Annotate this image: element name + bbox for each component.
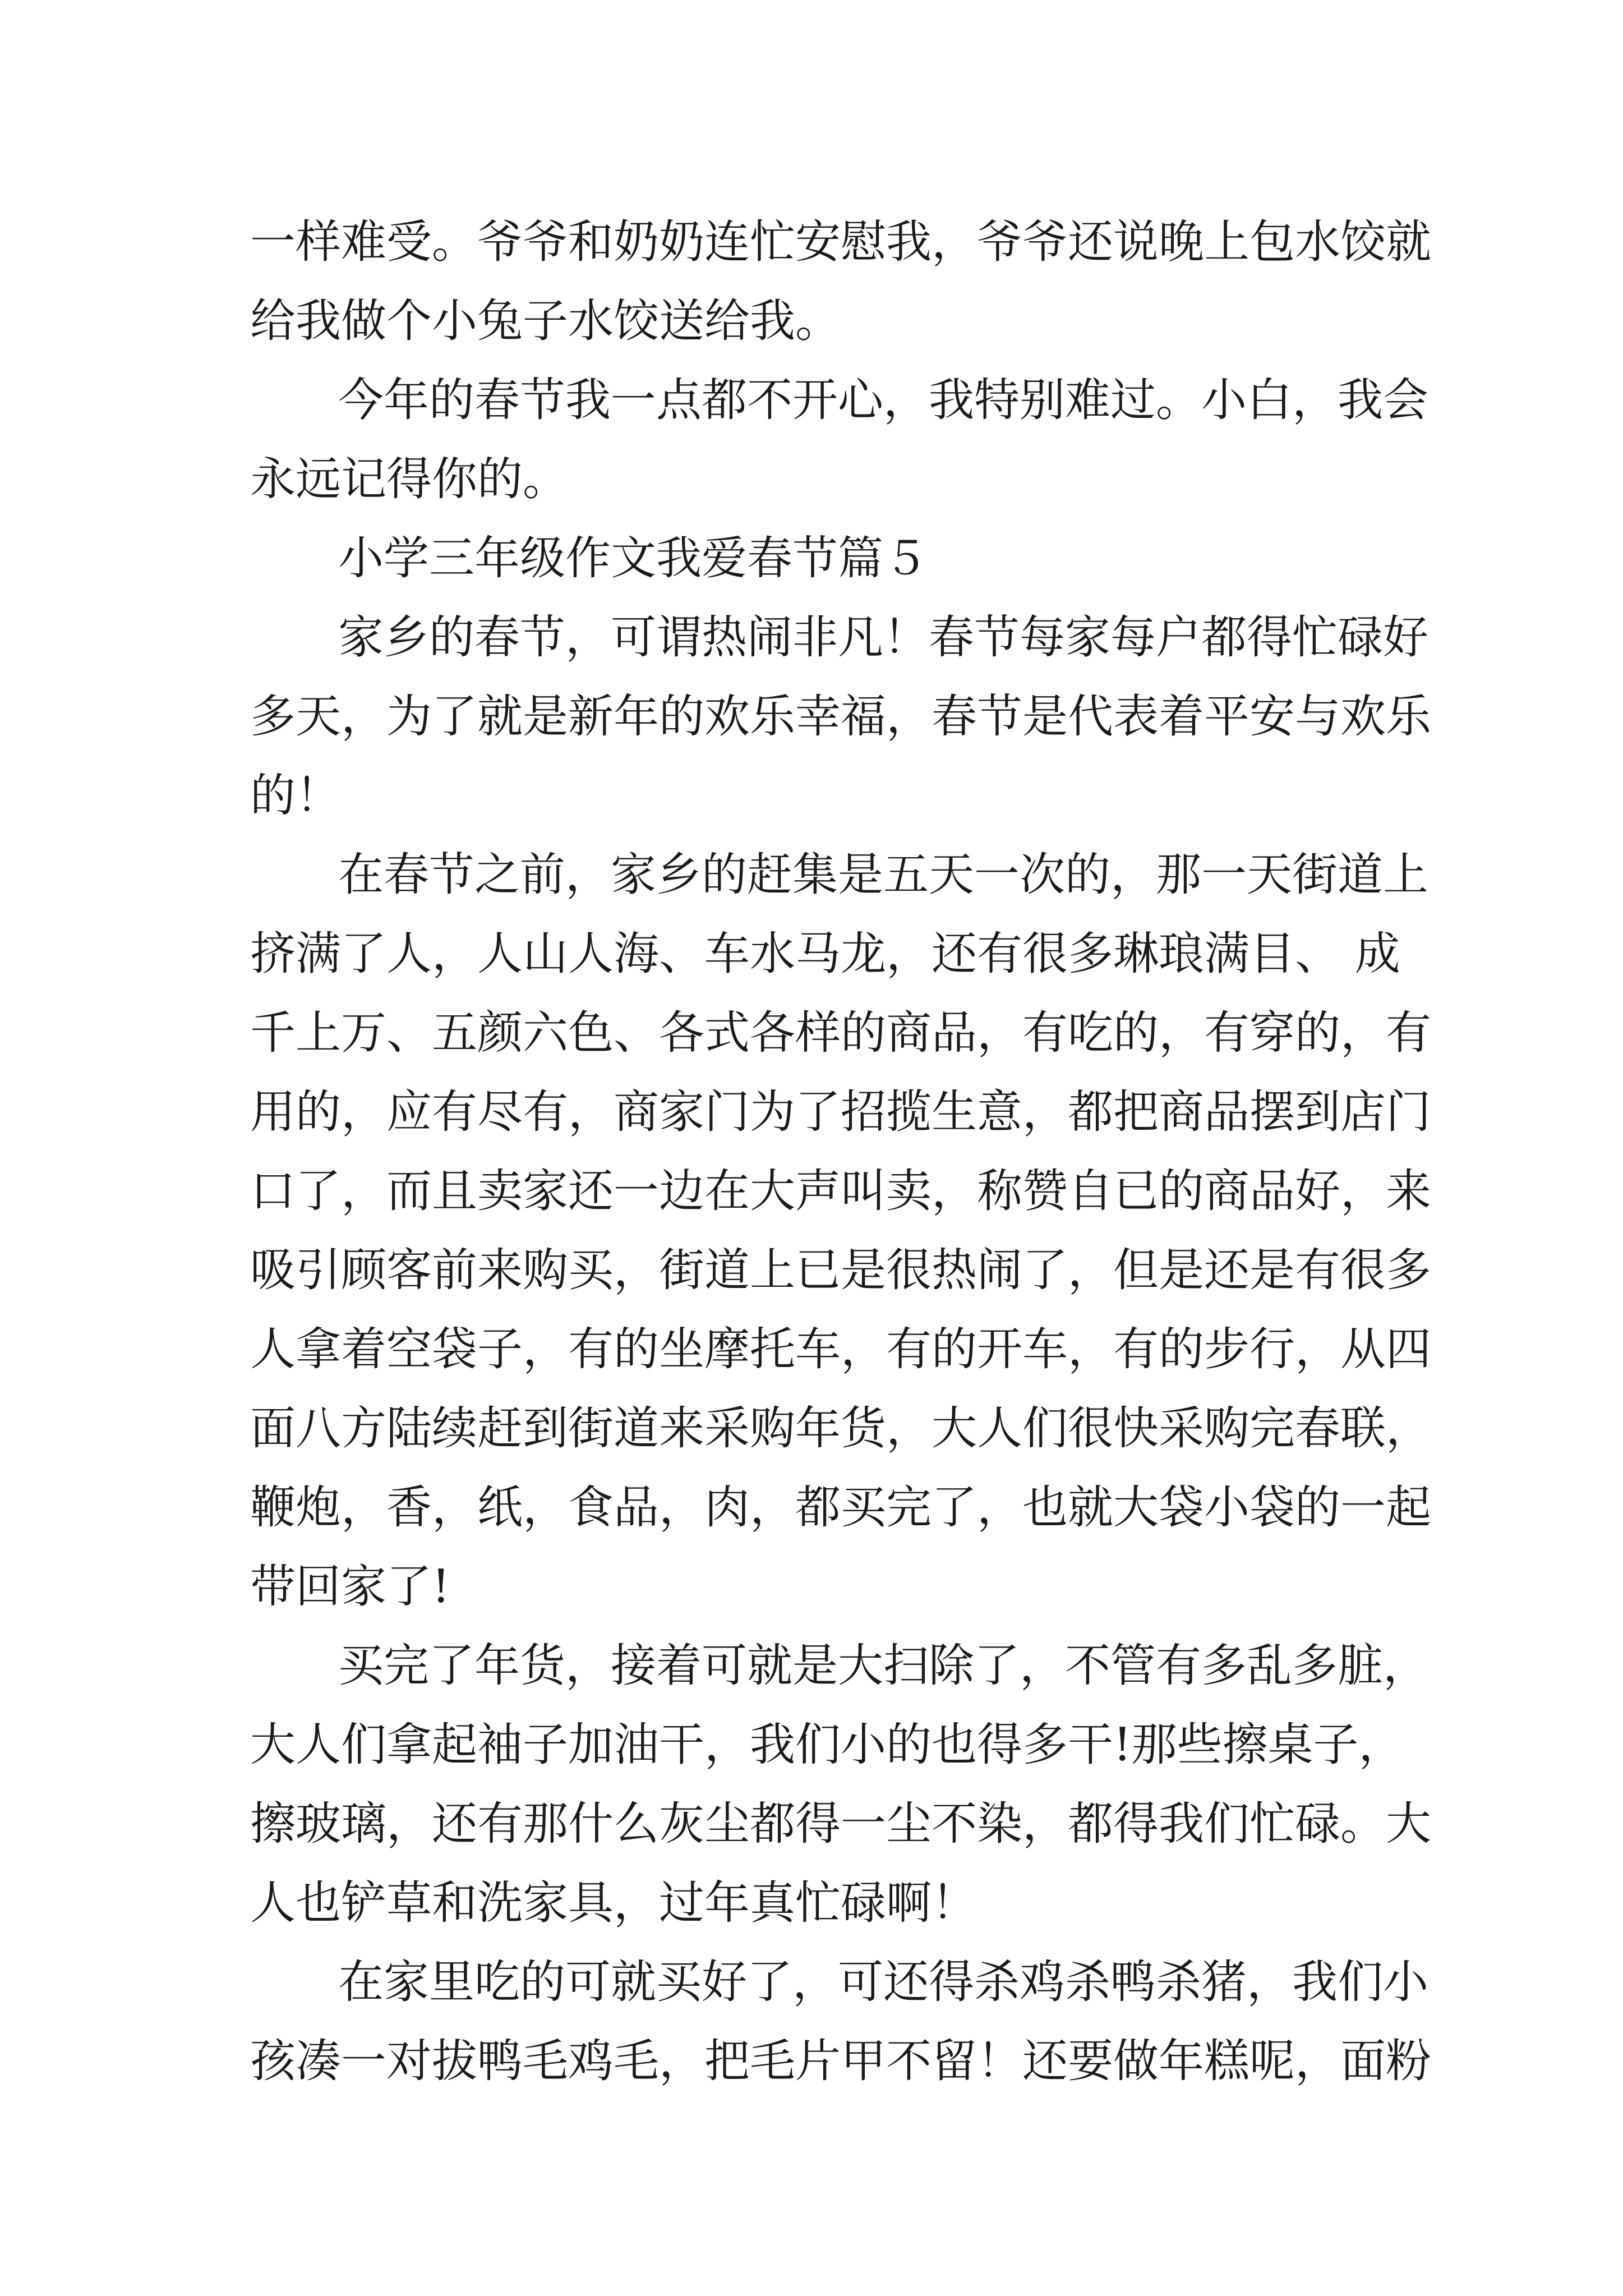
text-line: 多天，为了就是新年的欢乐幸福，春节是代表着平安与欢乐 (250, 691, 1432, 743)
text-line: 千上万、五颜六色、各式各样的商品，有吃的，有穿的，有 (250, 1007, 1432, 1060)
text-line: 一样难受。爷爷和奶奶连忙安慰我，爷爷还说晚上包水饺就 (250, 216, 1432, 269)
section-heading: 小学三年级作文我爱春节篇５ (338, 532, 929, 585)
text-line: 在春节之前，家乡的赶集是五天一次的，那一天街道上 (338, 849, 1429, 901)
text-line: 孩凑一对拔鸭毛鸡毛，把毛片甲不留！还要做年糕呢，面粉 (250, 2035, 1432, 2088)
text-line: 家乡的春节，可谓热闹非凡！春节每家每户都得忙碌好 (338, 611, 1429, 664)
text-line: 用的，应有尽有，商家门为了招揽生意，都把商品摆到店门 (250, 1086, 1432, 1139)
text-line: 面八方陆续赶到街道来采购年货，大人们很快采购完春联， (250, 1402, 1432, 1455)
text-line: 人拿着空袋子，有的坐摩托车，有的开车，有的步行，从四 (250, 1323, 1432, 1376)
text-line: 永远记得你的。 (250, 453, 569, 506)
text-line: 今年的春节我一点都不开心，我特别难过。小白，我会 (338, 374, 1429, 427)
text-line: 挤满了人，人山人海、车水马龙，还有很多琳琅满目、 成 (250, 928, 1400, 981)
text-line: 给我做个小兔子水饺送给我。 (250, 295, 841, 348)
text-line: 人也铲草和洗家具，过年真忙碌啊！ (250, 1877, 978, 1930)
text-line: 口了，而且卖家还一边在大声叫卖，称赞自已的商品好，来 (250, 1165, 1432, 1218)
text-line: 买完了年货，接着可就是大扫除了，不管有多乱多脏， (338, 1640, 1429, 1692)
text-line: 带回家了! (250, 1561, 450, 1613)
text-line: 在家里吃的可就买好了，可还得杀鸡杀鸭杀猪，我们小 (338, 1956, 1429, 2009)
text-line: 鞭炮，香，纸，食品，肉，都买完了，也就大袋小袋的一起 (250, 1481, 1432, 1534)
text-line: 擦玻璃，还有那什么灰尘都得一尘不染，都得我们忙碌。大 (250, 1798, 1432, 1851)
text-line: 吸引顾客前来购买，街道上已是很热闹了，但是还是有很多 (250, 1244, 1432, 1297)
text-line: 大人们拿起袖子加油干，我们小的也得多干!那些擦桌子， (250, 1719, 1404, 1772)
text-line: 的！ (250, 770, 342, 822)
